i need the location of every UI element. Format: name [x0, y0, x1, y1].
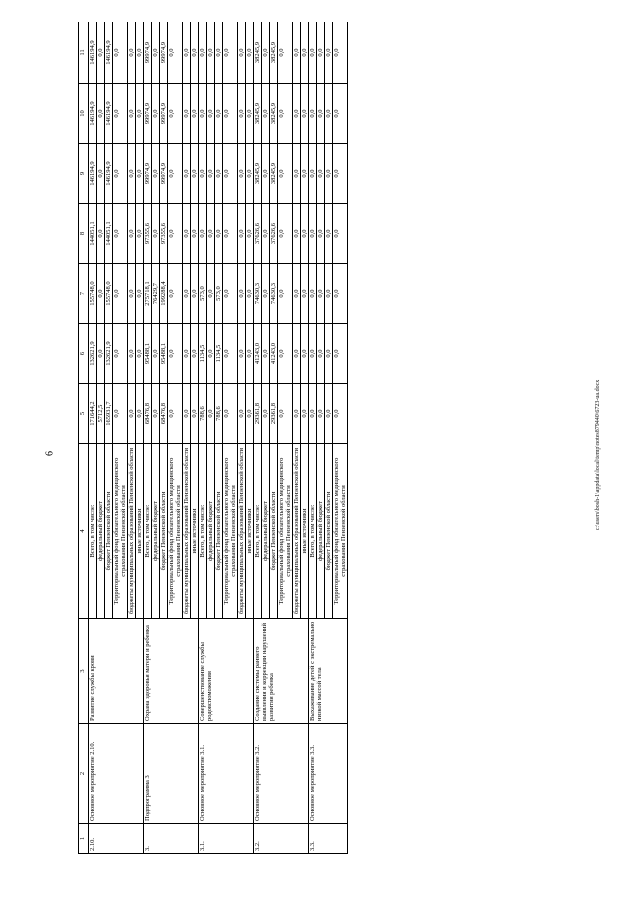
- value-cell: 144051,1: [105, 204, 113, 264]
- value-cell: 0,0: [97, 22, 105, 84]
- value-cell: 0,0: [207, 84, 215, 144]
- funding-source-cell: бюджет Пензенской области: [215, 444, 223, 619]
- funding-source-cell: бюджет Пензенской области: [160, 444, 168, 619]
- value-cell: 0,0: [168, 324, 183, 384]
- funding-source-cell: Всего, в том числе:: [309, 444, 317, 619]
- value-cell: 146194,9: [105, 22, 113, 84]
- value-cell: 0,0: [325, 84, 333, 144]
- value-cell: 275718,1: [144, 264, 152, 324]
- value-cell: 0,0: [215, 84, 223, 144]
- value-cell: 144051,1: [89, 204, 97, 264]
- value-cell: 0,0: [207, 144, 215, 204]
- table-row: [309, 22, 317, 854]
- group-col3-cell: Создание системы раннего выявления и коррекции нарушений развития ребенка: [254, 619, 309, 724]
- value-cell: 0,0: [152, 84, 160, 144]
- value-cell: 0,0: [238, 324, 246, 384]
- value-cell: 0,0: [136, 144, 144, 204]
- value-cell: 0,0: [168, 384, 183, 444]
- value-cell: 0,0: [207, 264, 215, 324]
- value-cell: 0,0: [293, 144, 301, 204]
- value-cell: 0,0: [246, 84, 254, 144]
- value-cell: 1134,5: [199, 324, 207, 384]
- funding-source-cell: Всего, в том числе:: [199, 444, 207, 619]
- value-cell: 0,0: [278, 264, 293, 324]
- value-cell: 0,0: [278, 84, 293, 144]
- value-cell: 0,0: [113, 204, 128, 264]
- value-cell: 0,0: [301, 204, 309, 264]
- value-cell: 68476,8: [144, 384, 152, 444]
- funding-source-cell: Территориальный фонд обязательного медицинского страхования Пензенской области: [113, 444, 128, 619]
- value-cell: 0,0: [207, 22, 215, 84]
- column-header: 5: [79, 384, 89, 444]
- group-col2-cell: Основное мероприятие 3.2.: [254, 724, 309, 824]
- value-cell: 0,0: [223, 204, 238, 264]
- value-cell: 0,0: [199, 84, 207, 144]
- value-cell: 0,0: [246, 204, 254, 264]
- value-cell: 132621,9: [89, 324, 97, 384]
- value-cell: 0,0: [238, 144, 246, 204]
- value-cell: 0,0: [317, 22, 325, 84]
- value-cell: 0,0: [278, 204, 293, 264]
- value-cell: 38245,9: [270, 22, 278, 84]
- value-cell: 146194,9: [105, 84, 113, 144]
- funding-source-cell: Территориальный фонд обязательного медицинского страхования Пензенской области: [333, 444, 348, 619]
- value-cell: 99974,9: [160, 22, 168, 84]
- header-row: [79, 22, 89, 854]
- funding-source-cell: Всего, в том числе:: [144, 444, 152, 619]
- value-cell: 0,0: [246, 384, 254, 444]
- value-cell: 0,0: [168, 22, 183, 84]
- value-cell: 0,0: [191, 324, 199, 384]
- value-cell: 0,0: [183, 204, 191, 264]
- page-number: 6: [44, 451, 56, 456]
- funding-source-cell: иные источники: [191, 444, 199, 619]
- value-cell: 38245,9: [254, 22, 262, 84]
- funding-source-cell: Территориальный фонд обязательного медицинского страхования Пензенской области: [278, 444, 293, 619]
- value-cell: 0,0: [97, 324, 105, 384]
- value-cell: 155748,0: [105, 264, 113, 324]
- value-cell: 38245,9: [270, 144, 278, 204]
- value-cell: 0,0: [152, 324, 160, 384]
- value-cell: 132621,9: [105, 324, 113, 384]
- value-cell: 0,0: [317, 264, 325, 324]
- funding-source-cell: Всего, в том числе:: [254, 444, 262, 619]
- value-cell: 37626,6: [254, 204, 262, 264]
- value-cell: 573,0: [199, 264, 207, 324]
- value-cell: 0,0: [309, 384, 317, 444]
- value-cell: 0,0: [168, 264, 183, 324]
- rotated-table-area: [78, 22, 616, 854]
- value-cell: 74630,3: [254, 264, 262, 324]
- value-cell: 0,0: [301, 22, 309, 84]
- value-cell: 0,0: [128, 144, 136, 204]
- value-cell: 29361,8: [270, 384, 278, 444]
- value-cell: 0,0: [128, 204, 136, 264]
- value-cell: 0,0: [278, 22, 293, 84]
- value-cell: 0,0: [97, 84, 105, 144]
- value-cell: 0,0: [293, 22, 301, 84]
- value-cell: 0,0: [333, 144, 348, 204]
- value-cell: 76429,7: [152, 264, 160, 324]
- value-cell: 0,0: [333, 84, 348, 144]
- value-cell: 0,0: [333, 22, 348, 84]
- value-cell: 0,0: [317, 144, 325, 204]
- group-col2-cell: Основное мероприятие 2.10.: [89, 724, 144, 824]
- value-cell: 0,0: [113, 22, 128, 84]
- value-cell: 0,0: [309, 144, 317, 204]
- group-col1-cell: 3.3.: [309, 824, 348, 854]
- table-wrapper: [78, 22, 616, 854]
- value-cell: 99974,9: [160, 84, 168, 144]
- value-cell: 0,0: [301, 384, 309, 444]
- value-cell: 0,0: [278, 324, 293, 384]
- value-cell: 0,0: [325, 384, 333, 444]
- value-cell: 0,0: [113, 384, 128, 444]
- value-cell: 0,0: [191, 384, 199, 444]
- value-cell: 0,0: [309, 84, 317, 144]
- value-cell: 0,0: [168, 204, 183, 264]
- funding-source-cell: федеральный бюджет: [97, 444, 105, 619]
- column-header: 6: [79, 324, 89, 384]
- value-cell: 0,0: [136, 84, 144, 144]
- value-cell: 0,0: [262, 144, 270, 204]
- funding-source-cell: бюджеты муниципальных образований Пензенской области: [128, 444, 136, 619]
- value-cell: 38245,9: [254, 84, 262, 144]
- value-cell: 97355,6: [160, 204, 168, 264]
- group-col2-cell: Подпрограмма 3: [144, 724, 199, 824]
- value-cell: 68476,8: [160, 384, 168, 444]
- value-cell: 0,0: [301, 264, 309, 324]
- table-row: [89, 22, 97, 854]
- value-cell: 0,0: [113, 264, 128, 324]
- value-cell: 0,0: [238, 204, 246, 264]
- value-cell: 99974,9: [160, 144, 168, 204]
- funding-source-cell: бюджет Пензенской области: [325, 444, 333, 619]
- value-cell: 199288,4: [160, 264, 168, 324]
- value-cell: 5712,5: [97, 384, 105, 444]
- value-cell: 146194,9: [89, 22, 97, 84]
- value-cell: 0,0: [262, 324, 270, 384]
- value-cell: 0,0: [301, 324, 309, 384]
- value-cell: 0,0: [333, 264, 348, 324]
- value-cell: 0,0: [136, 22, 144, 84]
- value-cell: 0,0: [183, 264, 191, 324]
- value-cell: 95488,1: [144, 324, 152, 384]
- value-cell: 0,0: [262, 264, 270, 324]
- value-cell: 0,0: [317, 324, 325, 384]
- value-cell: 0,0: [183, 144, 191, 204]
- value-cell: 788,6: [215, 384, 223, 444]
- value-cell: 0,0: [223, 384, 238, 444]
- value-cell: 29361,8: [254, 384, 262, 444]
- value-cell: 1134,5: [215, 324, 223, 384]
- value-cell: 146194,9: [89, 84, 97, 144]
- column-header: 10: [79, 84, 89, 144]
- financing-table: [78, 22, 348, 854]
- funding-source-cell: федеральный бюджет: [152, 444, 160, 619]
- value-cell: 37626,6: [270, 204, 278, 264]
- column-header: 1: [79, 824, 89, 854]
- value-cell: 0,0: [136, 324, 144, 384]
- value-cell: 0,0: [238, 384, 246, 444]
- value-cell: 0,0: [152, 384, 160, 444]
- value-cell: 0,0: [97, 204, 105, 264]
- group-col3-cell: Развитие службы крови: [89, 619, 144, 724]
- value-cell: 0,0: [238, 84, 246, 144]
- value-cell: 0,0: [152, 144, 160, 204]
- value-cell: 0,0: [262, 204, 270, 264]
- value-cell: 0,0: [262, 84, 270, 144]
- value-cell: 0,0: [262, 384, 270, 444]
- value-cell: 0,0: [152, 204, 160, 264]
- value-cell: 41243,0: [254, 324, 262, 384]
- value-cell: 41243,0: [270, 324, 278, 384]
- value-cell: 0,0: [262, 22, 270, 84]
- value-cell: 0,0: [199, 204, 207, 264]
- value-cell: 0,0: [246, 264, 254, 324]
- value-cell: 0,0: [246, 22, 254, 84]
- value-cell: 0,0: [293, 264, 301, 324]
- value-cell: 95488,1: [160, 324, 168, 384]
- value-cell: 788,6: [199, 384, 207, 444]
- value-cell: 0,0: [278, 384, 293, 444]
- value-cell: 0,0: [309, 264, 317, 324]
- funding-source-cell: бюджет Пензенской области: [105, 444, 113, 619]
- value-cell: 99974,9: [144, 22, 152, 84]
- group-col1-cell: 3.1.: [199, 824, 254, 854]
- column-header: 2: [79, 724, 89, 824]
- value-cell: 0,0: [325, 204, 333, 264]
- group-col2-cell: Основное мероприятие 3.3.: [309, 724, 348, 824]
- value-cell: 0,0: [183, 84, 191, 144]
- column-header: 4: [79, 444, 89, 619]
- value-cell: 0,0: [136, 204, 144, 264]
- value-cell: 0,0: [191, 204, 199, 264]
- value-cell: 0,0: [223, 264, 238, 324]
- value-cell: 0,0: [97, 264, 105, 324]
- value-cell: 0,0: [128, 324, 136, 384]
- value-cell: 0,0: [199, 22, 207, 84]
- value-cell: 0,0: [238, 22, 246, 84]
- value-cell: 0,0: [207, 324, 215, 384]
- group-col1-cell: 3.: [144, 824, 199, 854]
- group-col3-cell: Выхаживание детей с экстремально низкой массой тела: [309, 619, 348, 724]
- value-cell: 0,0: [223, 22, 238, 84]
- value-cell: 0,0: [317, 84, 325, 144]
- value-cell: 0,0: [317, 384, 325, 444]
- value-cell: 97355,6: [144, 204, 152, 264]
- value-cell: 0,0: [325, 264, 333, 324]
- group-col3-cell: Охрана здоровья матери и ребенка: [144, 619, 199, 724]
- value-cell: 74630,3: [270, 264, 278, 324]
- value-cell: 38245,9: [254, 144, 262, 204]
- value-cell: 0,0: [317, 204, 325, 264]
- value-cell: 573,0: [215, 264, 223, 324]
- value-cell: 0,0: [128, 84, 136, 144]
- table-row: [199, 22, 207, 854]
- value-cell: 0,0: [333, 324, 348, 384]
- value-cell: 0,0: [301, 144, 309, 204]
- value-cell: 0,0: [191, 22, 199, 84]
- group-col2-cell: Основное мероприятие 3.1.: [199, 724, 254, 824]
- value-cell: 0,0: [113, 144, 128, 204]
- value-cell: 0,0: [183, 22, 191, 84]
- value-cell: 38245,9: [270, 84, 278, 144]
- funding-source-cell: Всего, в том числе:: [89, 444, 97, 619]
- funding-source-cell: федеральный бюджет: [317, 444, 325, 619]
- value-cell: 0,0: [238, 264, 246, 324]
- value-cell: 0,0: [325, 22, 333, 84]
- value-cell: 0,0: [293, 324, 301, 384]
- funding-source-cell: бюджет Пензенской области: [270, 444, 278, 619]
- column-header: 11: [79, 22, 89, 84]
- value-cell: 0,0: [113, 84, 128, 144]
- funding-source-cell: Территориальный фонд обязательного медицинского страхования Пензенской области: [223, 444, 238, 619]
- value-cell: 0,0: [278, 144, 293, 204]
- value-cell: 0,0: [183, 324, 191, 384]
- value-cell: 0,0: [97, 144, 105, 204]
- value-cell: 0,0: [325, 144, 333, 204]
- value-cell: 0,0: [246, 324, 254, 384]
- value-cell: 0,0: [309, 22, 317, 84]
- value-cell: 0,0: [191, 144, 199, 204]
- value-cell: 0,0: [333, 384, 348, 444]
- value-cell: 0,0: [309, 204, 317, 264]
- value-cell: 0,0: [333, 204, 348, 264]
- value-cell: 146194,9: [89, 144, 97, 204]
- group-col1-cell: 2.10.: [89, 824, 144, 854]
- table-body: [89, 22, 348, 854]
- value-cell: 155748,0: [89, 264, 97, 324]
- value-cell: 0,0: [215, 144, 223, 204]
- value-cell: 0,0: [223, 324, 238, 384]
- value-cell: 0,0: [128, 22, 136, 84]
- value-cell: 0,0: [223, 84, 238, 144]
- value-cell: 0,0: [293, 204, 301, 264]
- value-cell: 0,0: [246, 144, 254, 204]
- value-cell: 0,0: [191, 264, 199, 324]
- funding-source-cell: бюджеты муниципальных образований Пензенской области: [183, 444, 191, 619]
- value-cell: 0,0: [301, 84, 309, 144]
- group-col3-cell: Совершенствование службы родовспоможения: [199, 619, 254, 724]
- value-cell: 165931,7: [105, 384, 113, 444]
- funding-source-cell: федеральный бюджет: [262, 444, 270, 619]
- table-row: [144, 22, 152, 854]
- column-header: 9: [79, 144, 89, 204]
- value-cell: 0,0: [136, 264, 144, 324]
- value-cell: 0,0: [168, 144, 183, 204]
- funding-source-cell: Территориальный фонд обязательного медицинского страхования Пензенской области: [168, 444, 183, 619]
- funding-source-cell: иные источники: [136, 444, 144, 619]
- value-cell: 0,0: [207, 384, 215, 444]
- value-cell: 99974,9: [144, 84, 152, 144]
- table-row: [254, 22, 262, 854]
- value-cell: 0,0: [293, 84, 301, 144]
- file-path-footer: c:\users\bosh-1\appdata\local\temp\notes879440\6723-ua.docx: [595, 379, 601, 531]
- value-cell: 0,0: [223, 144, 238, 204]
- value-cell: 0,0: [183, 384, 191, 444]
- value-cell: 0,0: [215, 22, 223, 84]
- column-header: 3: [79, 619, 89, 724]
- group-col1-cell: 3.2.: [254, 824, 309, 854]
- value-cell: 0,0: [191, 84, 199, 144]
- value-cell: 0,0: [128, 264, 136, 324]
- value-cell: 0,0: [136, 384, 144, 444]
- value-cell: 0,0: [128, 384, 136, 444]
- value-cell: 146194,9: [105, 144, 113, 204]
- value-cell: 0,0: [215, 204, 223, 264]
- value-cell: 0,0: [325, 324, 333, 384]
- funding-source-cell: бюджеты муниципальных образований Пензенской области: [293, 444, 301, 619]
- value-cell: 0,0: [168, 84, 183, 144]
- funding-source-cell: иные источники: [246, 444, 254, 619]
- value-cell: 0,0: [113, 324, 128, 384]
- value-cell: 99974,9: [144, 144, 152, 204]
- value-cell: 0,0: [152, 22, 160, 84]
- value-cell: 0,0: [293, 384, 301, 444]
- funding-source-cell: иные источники: [301, 444, 309, 619]
- value-cell: 0,0: [207, 204, 215, 264]
- funding-source-cell: федеральный бюджет: [207, 444, 215, 619]
- value-cell: 0,0: [199, 144, 207, 204]
- column-header: 8: [79, 204, 89, 264]
- funding-source-cell: бюджеты муниципальных образований Пензенской области: [238, 444, 246, 619]
- value-cell: 0,0: [309, 324, 317, 384]
- column-header: 7: [79, 264, 89, 324]
- value-cell: 171644,2: [89, 384, 97, 444]
